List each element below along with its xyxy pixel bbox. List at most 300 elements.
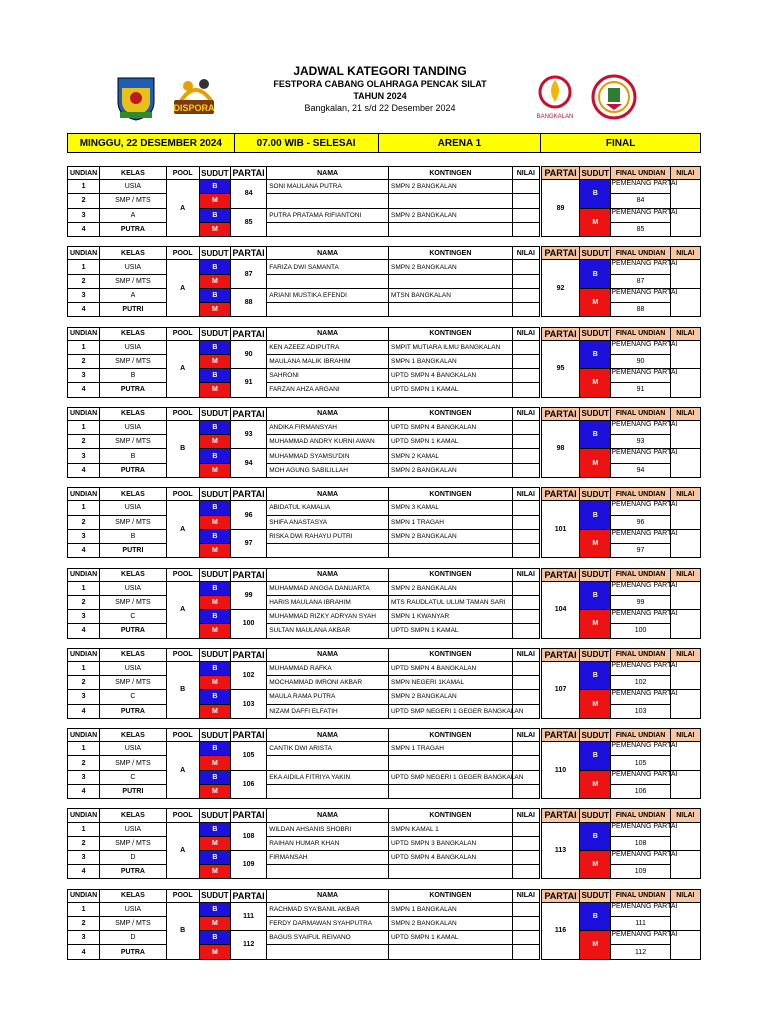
winner-of-partai: 109: [611, 865, 670, 879]
corner-red: M: [199, 354, 230, 368]
partai-number: 111: [231, 902, 267, 930]
final-partai-number: 101: [541, 501, 579, 558]
final-corner-red: M: [580, 449, 611, 477]
winner-of-partai: 103: [611, 704, 670, 718]
table-row: 1 USIA A B 87 FARIZA DWI SAMANTA SMPN 2 BANGKALAN 92 B PEMENANG PARTAI: [68, 260, 701, 274]
schedule-info-bar: [67, 133, 701, 153]
col-sudut: SUDUT: [199, 247, 230, 260]
corner-red: M: [199, 435, 230, 449]
score-cell: [512, 945, 539, 959]
athlete-name: [267, 274, 389, 288]
col-nilai: NILAI: [512, 247, 539, 260]
corner-blue: B: [199, 661, 230, 675]
table-row: 3 B B 91 SAHRONI UPTD SMPN 4 BANGKALAN M PEMENANG PARTAI: [68, 369, 701, 383]
athlete-name: MUHAMMAD RIZKY ADRYAN SYAH: [267, 610, 389, 624]
col-pool: POOL: [166, 167, 199, 180]
table-row: 4 PUTRI M 97: [68, 543, 701, 557]
kelas-level: SMP / MTS: [100, 354, 166, 368]
kelas-usia: USIA: [100, 421, 166, 435]
corner-red: M: [199, 194, 230, 208]
winner-label: PEMENANG PARTAI: [611, 581, 670, 595]
col-undian: UNDIAN: [68, 568, 100, 581]
col-final-undian: FINAL UNDIAN: [611, 729, 670, 742]
contingent-name: SMPN 2 BANGKALAN: [388, 690, 512, 704]
kelas-usia: USIA: [100, 822, 166, 836]
score-cell: [512, 435, 539, 449]
winner-of-partai: 99: [611, 595, 670, 609]
contingent-name: UPTD SMPN 4 BANGKALAN: [388, 661, 512, 675]
partai-number: 103: [231, 690, 267, 718]
winner-label: PEMENANG PARTAI: [611, 260, 670, 274]
col-kelas: KELAS: [100, 729, 166, 742]
col-final-undian: FINAL UNDIAN: [611, 648, 670, 661]
table-header-row: [68, 648, 701, 661]
col-kontingen: KONTINGEN: [388, 167, 512, 180]
table-row: 4 PUTRA M MOH AGUNG SABILILLAH SMPN 2 BANGKALAN 94: [68, 463, 701, 477]
partai-number: 99: [231, 581, 267, 609]
contingent-name: SMPN 2 BANGKALAN: [388, 917, 512, 931]
score-cell: [512, 850, 539, 864]
table-row: 1 USIA B B 93 ANDIKA FIRMANSYAH UPTD SMPN 4 BANGKALAN 98 B PEMENANG PARTAI: [68, 421, 701, 435]
corner-blue: B: [199, 501, 230, 515]
athlete-name: ARIANI MUSTIKA EFENDI: [267, 288, 389, 302]
col-pool: POOL: [166, 648, 199, 661]
col-pool: POOL: [166, 809, 199, 822]
winner-of-partai: 105: [611, 756, 670, 770]
kelas-level: SMP / MTS: [100, 595, 166, 609]
partai-number: 106: [231, 770, 267, 798]
final-corner-blue: B: [580, 742, 611, 770]
col-nilai: NILAI: [512, 809, 539, 822]
col-final-nilai: NILAI: [670, 889, 700, 902]
col-nilai: NILAI: [512, 407, 539, 420]
final-partai-number: 113: [541, 822, 579, 879]
score-cell: [512, 340, 539, 354]
koni-bangkalan-logo: [532, 72, 578, 120]
pool-value: A: [166, 581, 199, 638]
winner-label: PEMENANG PARTAI: [611, 770, 670, 784]
corner-blue: B: [199, 770, 230, 784]
kelas-level: SMP / MTS: [100, 836, 166, 850]
col-sudut: SUDUT: [199, 167, 230, 180]
col-final-nilai: NILAI: [670, 648, 700, 661]
winner-label: PEMENANG PARTAI: [611, 421, 670, 435]
col-final-undian: FINAL UNDIAN: [611, 167, 670, 180]
final-corner-red: M: [580, 208, 611, 236]
athlete-name: MAULANA MALIK IBRAHIM: [267, 354, 389, 368]
corner-blue: B: [199, 610, 230, 624]
winner-of-partai: 84: [611, 194, 670, 208]
winner-of-partai: 100: [611, 624, 670, 638]
table-header-row: [68, 167, 701, 180]
contingent-name: SMPN 1 TRAGAH: [388, 742, 512, 756]
final-corner-red: M: [580, 369, 611, 397]
corner-red: M: [199, 756, 230, 770]
athlete-name: ABIDATUL KAMALIA: [267, 501, 389, 515]
athlete-name: MAULA RAMA PUTRA: [267, 690, 389, 704]
contingent-name: UPTD SMP NEGERI 1 GEGER BANGKALAN: [388, 770, 512, 784]
col-kelas: KELAS: [100, 809, 166, 822]
contingent-name: SMPN KAMAL 1: [388, 822, 512, 836]
match-block: [67, 648, 701, 728]
score-cell: [512, 756, 539, 770]
kelas-category: D: [100, 931, 166, 945]
score-cell: [512, 501, 539, 515]
col-partai: PARTAI: [231, 247, 267, 260]
col-final-undian: FINAL UNDIAN: [611, 488, 670, 501]
athlete-name: PUTRA PRATAMA RIFIANTONI: [267, 208, 389, 222]
arena-label: ARENA 1: [379, 134, 542, 152]
winner-label: PEMENANG PARTAI: [611, 661, 670, 675]
contingent-name: UPTD SMPN 1 KAMAL: [388, 931, 512, 945]
col-sudut: SUDUT: [199, 568, 230, 581]
score-cell: [512, 917, 539, 931]
col-final-nilai: NILAI: [670, 729, 700, 742]
partai-number: 100: [231, 610, 267, 638]
score-cell: [512, 303, 539, 317]
kelas-gender: PUTRA: [100, 945, 166, 959]
winner-of-partai: 96: [611, 515, 670, 529]
col-undian: UNDIAN: [68, 809, 100, 822]
col-final-partai: PARTAI: [541, 247, 579, 260]
athlete-name: MOH AGUNG SABILILLAH: [267, 463, 389, 477]
col-undian: UNDIAN: [68, 729, 100, 742]
match-block: [67, 246, 701, 326]
kelas-usia: USIA: [100, 180, 166, 194]
col-nilai: NILAI: [512, 327, 539, 340]
col-partai: PARTAI: [231, 407, 267, 420]
corner-blue: B: [199, 208, 230, 222]
athlete-name: [267, 543, 389, 557]
kelas-gender: PUTRA: [100, 865, 166, 879]
score-cell: [512, 222, 539, 236]
score-cell: [512, 529, 539, 543]
athlete-name: MUHAMMAD SYAMSU'DIN: [267, 449, 389, 463]
athlete-name: [267, 784, 389, 798]
contingent-name: [388, 274, 512, 288]
event-subtitle: FESTPORA CABANG OLAHRAGA PENCAK SILAT: [273, 79, 487, 89]
winner-of-partai: 85: [611, 222, 670, 236]
winner-of-partai: 87: [611, 274, 670, 288]
winner-of-partai: 94: [611, 463, 670, 477]
score-cell: [512, 543, 539, 557]
final-partai-number: 89: [541, 180, 579, 237]
table-row: 3 C B 103 MAULA RAMA PUTRA SMPN 2 BANGKALAN M PEMENANG PARTAI: [68, 690, 701, 704]
athlete-name: FARIZA DWI SAMANTA: [267, 260, 389, 274]
contingent-name: [388, 945, 512, 959]
corner-red: M: [199, 274, 230, 288]
contingent-name: SMPN 3 KAMAL: [388, 501, 512, 515]
winner-of-partai: 97: [611, 543, 670, 557]
col-sudut: SUDUT: [199, 889, 230, 902]
partai-number: 84: [231, 180, 267, 208]
kelas-category: C: [100, 690, 166, 704]
corner-red: M: [199, 624, 230, 638]
col-partai: PARTAI: [231, 568, 267, 581]
winner-label: PEMENANG PARTAI: [611, 501, 670, 515]
score-cell: [512, 836, 539, 850]
final-corner-blue: B: [580, 501, 611, 529]
match-block: [67, 889, 701, 969]
corner-blue: B: [199, 449, 230, 463]
col-nama: NAMA: [267, 809, 389, 822]
table-row: 3 C B 100 MUHAMMAD RIZKY ADRYAN SYAH SMPN 1 KWANYAR M PEMENANG PARTAI: [68, 610, 701, 624]
col-kontingen: KONTINGEN: [388, 407, 512, 420]
contingent-name: SMPN NEGERI 1KAMAL: [388, 676, 512, 690]
partai-number: 109: [231, 850, 267, 878]
table-row: 4 PUTRA M 112: [68, 945, 701, 959]
corner-red: M: [199, 865, 230, 879]
kelas-category: B: [100, 449, 166, 463]
col-final-sudut: SUDUT: [580, 889, 611, 902]
schedule-date: MINGGU, 22 DESEMBER 2024: [68, 134, 235, 152]
contingent-name: [388, 303, 512, 317]
partai-number: 105: [231, 742, 267, 770]
athlete-name: EKA AIDILA FITRIYA YAKIN: [267, 770, 389, 784]
col-final-partai: PARTAI: [541, 889, 579, 902]
col-kontingen: KONTINGEN: [388, 327, 512, 340]
kelas-usia: USIA: [100, 581, 166, 595]
col-sudut: SUDUT: [199, 488, 230, 501]
col-partai: PARTAI: [231, 889, 267, 902]
winner-of-partai: 112: [611, 945, 670, 959]
kelas-usia: USIA: [100, 661, 166, 675]
col-undian: UNDIAN: [68, 247, 100, 260]
contingent-name: UPTD SMPN 4 BANGKALAN: [388, 421, 512, 435]
score-cell: [512, 742, 539, 756]
col-final-partai: PARTAI: [541, 809, 579, 822]
col-nama: NAMA: [267, 247, 389, 260]
col-sudut: SUDUT: [199, 809, 230, 822]
winner-label: PEMENANG PARTAI: [611, 340, 670, 354]
corner-red: M: [199, 303, 230, 317]
col-final-nilai: NILAI: [670, 327, 700, 340]
table-row: 2 SMP / MTS M 87: [68, 274, 701, 288]
winner-label: PEMENANG PARTAI: [611, 208, 670, 222]
athlete-name: MUHAMMAD ANDRY KURNI AWAN: [267, 435, 389, 449]
event-year: TAHUN 2024: [353, 91, 407, 101]
athlete-name: MUHAMMAD RAFKA: [267, 661, 389, 675]
score-cell: [512, 383, 539, 397]
table-row: 2 SMP / MTS M MAULANA MALIK IBRAHIM SMPN 1 BANGKALAN 90: [68, 354, 701, 368]
final-partai-number: 116: [541, 902, 579, 959]
col-partai: PARTAI: [231, 729, 267, 742]
athlete-name: BAGUS SYAIFUL REIVANO: [267, 931, 389, 945]
col-undian: UNDIAN: [68, 327, 100, 340]
col-final-nilai: NILAI: [670, 568, 700, 581]
final-corner-blue: B: [580, 902, 611, 930]
corner-blue: B: [199, 850, 230, 864]
final-partai-number: 104: [541, 581, 579, 638]
corner-blue: B: [199, 581, 230, 595]
contingent-name: [388, 222, 512, 236]
winner-of-partai: 88: [611, 303, 670, 317]
table-row: 3 A B 85 PUTRA PRATAMA RIFIANTONI SMPN 2 BANGKALAN M PEMENANG PARTAI: [68, 208, 701, 222]
col-undian: UNDIAN: [68, 648, 100, 661]
col-final-undian: FINAL UNDIAN: [611, 407, 670, 420]
col-kelas: KELAS: [100, 889, 166, 902]
corner-red: M: [199, 383, 230, 397]
athlete-name: HARIS MAULANA IBRAHIM: [267, 595, 389, 609]
final-partai-number: 95: [541, 340, 579, 397]
kelas-level: SMP / MTS: [100, 756, 166, 770]
athlete-name: RAIHAN HUMAR KHAN: [267, 836, 389, 850]
col-final-undian: FINAL UNDIAN: [611, 247, 670, 260]
match-block: [67, 327, 701, 407]
col-kelas: KELAS: [100, 648, 166, 661]
col-pool: POOL: [166, 327, 199, 340]
col-partai: PARTAI: [231, 327, 267, 340]
winner-label: PEMENANG PARTAI: [611, 742, 670, 756]
col-sudut: SUDUT: [199, 327, 230, 340]
match-block: [67, 728, 701, 808]
col-nilai: NILAI: [512, 889, 539, 902]
col-final-nilai: NILAI: [670, 247, 700, 260]
winner-label: PEMENANG PARTAI: [611, 369, 670, 383]
kelas-gender: PUTRA: [100, 383, 166, 397]
kelas-category: A: [100, 208, 166, 222]
col-kelas: KELAS: [100, 568, 166, 581]
pool-value: A: [166, 822, 199, 879]
corner-blue: B: [199, 690, 230, 704]
kelas-category: C: [100, 770, 166, 784]
col-undian: UNDIAN: [68, 167, 100, 180]
score-cell: [512, 865, 539, 879]
winner-label: PEMENANG PARTAI: [611, 610, 670, 624]
col-final-nilai: NILAI: [670, 167, 700, 180]
final-corner-red: M: [580, 931, 611, 959]
contingent-name: [388, 194, 512, 208]
svg-text:DISPORA: DISPORA: [173, 103, 215, 113]
table-row: 1 USIA A B 96 ABIDATUL KAMALIA SMPN 3 KAMAL 101 B PEMENANG PARTAI: [68, 501, 701, 515]
table-row: 1 USIA A B 90 KEN AZEEZ ADIPUTRA SMPIT MUTIARA ILMU BANGKALAN 95 B PEMENANG PARTAI: [68, 340, 701, 354]
kelas-usia: USIA: [100, 501, 166, 515]
athlete-name: KEN AZEEZ ADIPUTRA: [267, 340, 389, 354]
table-row: 4 PUTRA M NIZAM DAFFI ELFATIH UPTD SMP NEGERI 1 GEGER BANGKALAN 103: [68, 704, 701, 718]
table-row: 4 PUTRI M 88: [68, 303, 701, 317]
contingent-name: SMPN 2 BANGKALAN: [388, 581, 512, 595]
schedule-time: 07.00 WIB - SELESAI: [235, 134, 379, 152]
col-pool: POOL: [166, 247, 199, 260]
final-partai-number: 107: [541, 661, 579, 718]
corner-red: M: [199, 222, 230, 236]
winner-of-partai: 93: [611, 435, 670, 449]
col-final-undian: FINAL UNDIAN: [611, 568, 670, 581]
score-cell: [512, 676, 539, 690]
col-undian: UNDIAN: [68, 407, 100, 420]
kelas-level: SMP / MTS: [100, 917, 166, 931]
corner-blue: B: [199, 260, 230, 274]
athlete-name: SHIFA ANASTASYA: [267, 515, 389, 529]
score-cell: [512, 690, 539, 704]
col-kontingen: KONTINGEN: [388, 247, 512, 260]
table-row: 2 SMP / MTS M FERDY DARMAWAN SYAHPUTRA SMPN 2 BANGKALAN 111: [68, 917, 701, 931]
table-row: 3 B B 97 RISKA DWI RAHAYU PUTRI SMPN 2 BANGKALAN M PEMENANG PARTAI: [68, 529, 701, 543]
pool-value: A: [166, 180, 199, 237]
col-nilai: NILAI: [512, 488, 539, 501]
col-kontingen: KONTINGEN: [388, 809, 512, 822]
col-pool: POOL: [166, 729, 199, 742]
final-corner-red: M: [580, 288, 611, 316]
match-block: [67, 487, 701, 567]
final-partai-number: 110: [541, 742, 579, 799]
corner-blue: B: [199, 340, 230, 354]
col-final-sudut: SUDUT: [580, 488, 611, 501]
kelas-category: B: [100, 529, 166, 543]
kelas-usia: USIA: [100, 260, 166, 274]
pool-value: A: [166, 340, 199, 397]
contingent-name: UPTD SMPN 3 BANGKALAN: [388, 836, 512, 850]
winner-of-partai: 111: [611, 917, 670, 931]
col-final-partai: PARTAI: [541, 488, 579, 501]
kelas-usia: USIA: [100, 340, 166, 354]
col-partai: PARTAI: [231, 648, 267, 661]
kelas-usia: USIA: [100, 742, 166, 756]
col-pool: POOL: [166, 488, 199, 501]
partai-number: 91: [231, 369, 267, 397]
col-kelas: KELAS: [100, 247, 166, 260]
score-cell: [512, 661, 539, 675]
final-corner-blue: B: [580, 822, 611, 850]
score-cell: [512, 369, 539, 383]
partai-number: 87: [231, 260, 267, 288]
kelas-level: SMP / MTS: [100, 435, 166, 449]
table-row: 1 USIA B B 102 MUHAMMAD RAFKA UPTD SMPN 4 BANGKALAN 107 B PEMENANG PARTAI: [68, 661, 701, 675]
pool-value: B: [166, 421, 199, 478]
col-partai: PARTAI: [231, 809, 267, 822]
col-final-sudut: SUDUT: [580, 568, 611, 581]
winner-label: PEMENANG PARTAI: [611, 902, 670, 916]
col-nama: NAMA: [267, 648, 389, 661]
partai-number: 90: [231, 340, 267, 368]
table-row: 4 PUTRA M 109: [68, 865, 701, 879]
contingent-name: [388, 784, 512, 798]
partai-number: 102: [231, 661, 267, 689]
col-nama: NAMA: [267, 568, 389, 581]
contingent-name: [388, 865, 512, 879]
final-corner-red: M: [580, 690, 611, 718]
table-row: 2 SMP / MTS M 105: [68, 756, 701, 770]
table-row: 2 SMP / MTS M MOCHAMMAD IMRONI AKBAR SMPN NEGERI 1KAMAL 102: [68, 676, 701, 690]
col-final-partai: PARTAI: [541, 648, 579, 661]
contingent-name: UPTD SMPN 4 BANGKALAN: [388, 369, 512, 383]
final-corner-blue: B: [580, 340, 611, 368]
corner-blue: B: [199, 288, 230, 302]
score-cell: [512, 822, 539, 836]
contingent-name: UPTD SMPN 4 BANGKALAN: [388, 850, 512, 864]
col-nilai: NILAI: [512, 729, 539, 742]
table-header-row: [68, 488, 701, 501]
score-cell: [512, 515, 539, 529]
table-row: 4 PUTRA M 85: [68, 222, 701, 236]
kelas-category: A: [100, 288, 166, 302]
contingent-name: UPTD SMPN 1 KAMAL: [388, 624, 512, 638]
match-block: [67, 407, 701, 487]
table-row: 1 USIA A B 105 CANTIK DWI ARISTA SMPN 1 TRAGAH 110 B PEMENANG PARTAI: [68, 742, 701, 756]
place-date: Bangkalan, 21 s/d 22 Desember 2024: [304, 103, 456, 113]
contingent-name: UPTD SMPN 1 KAMAL: [388, 383, 512, 397]
col-final-partai: PARTAI: [541, 407, 579, 420]
athlete-name: ANDIKA FIRMANSYAH: [267, 421, 389, 435]
partai-number: 88: [231, 288, 267, 316]
winner-label: PEMENANG PARTAI: [611, 288, 670, 302]
athlete-name: SULTAN MAULANA AKBAR: [267, 624, 389, 638]
col-kelas: KELAS: [100, 407, 166, 420]
contingent-name: SMPN 2 BANGKALAN: [388, 529, 512, 543]
winner-label: PEMENANG PARTAI: [611, 449, 670, 463]
table-row: 4 PUTRI M 106: [68, 784, 701, 798]
winner-label: PEMENANG PARTAI: [611, 822, 670, 836]
